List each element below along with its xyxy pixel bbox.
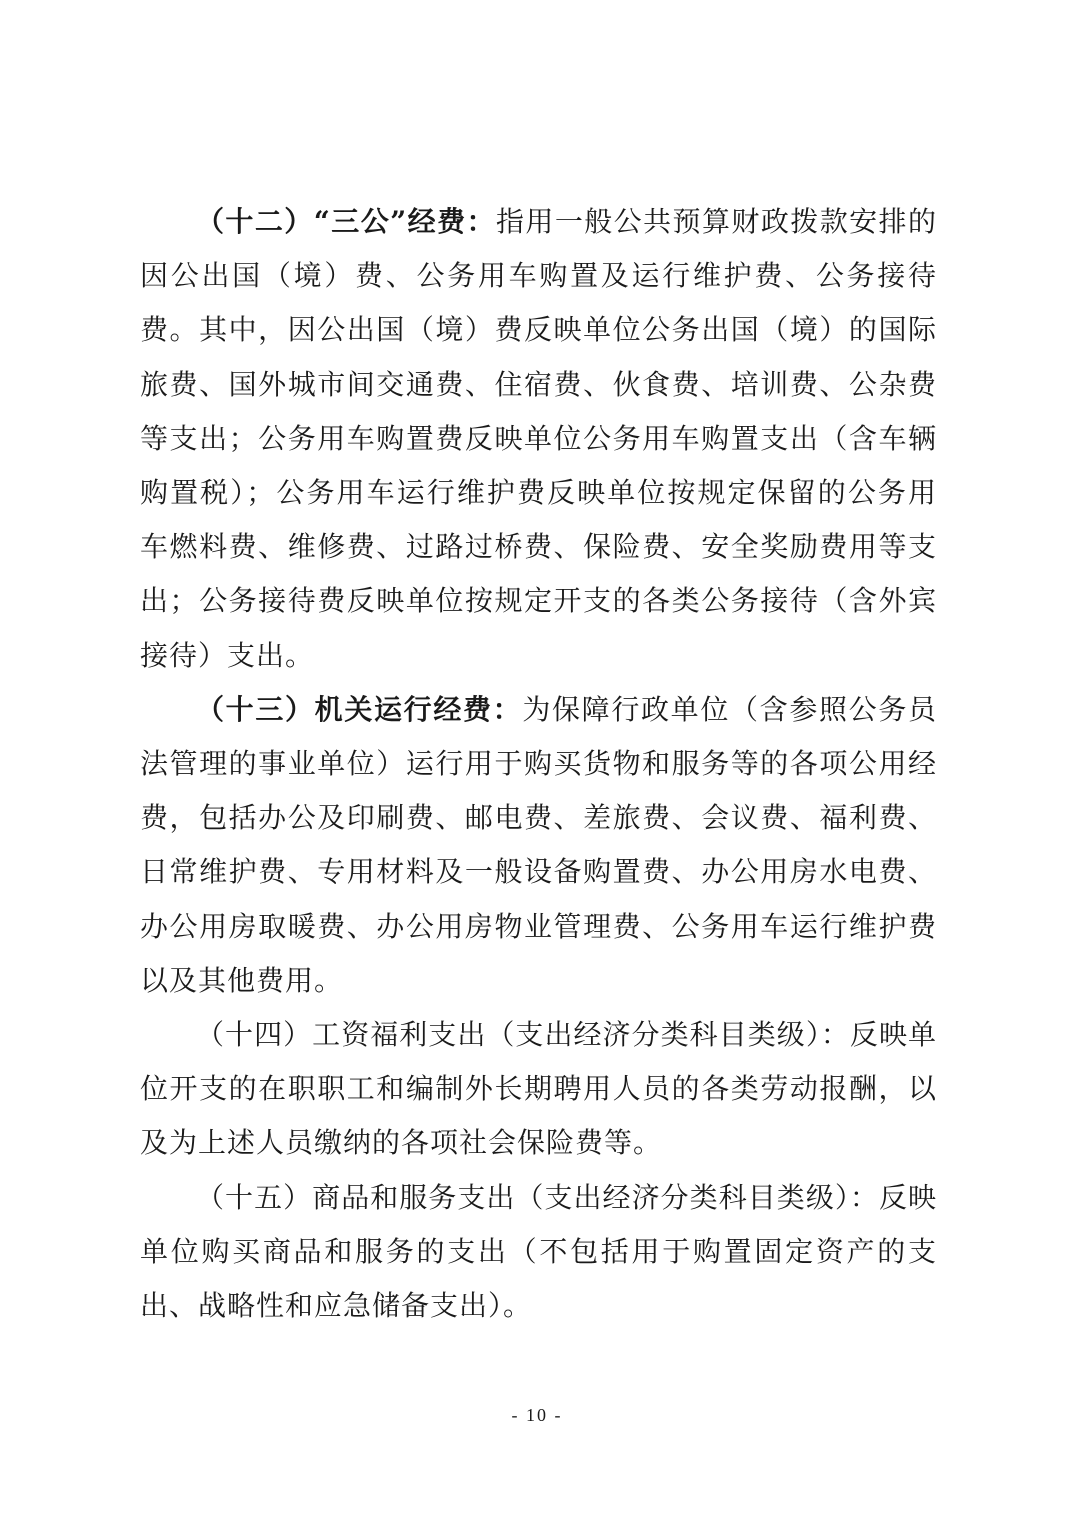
paragraph-heading: （十四）工资福利支出（支出经济分类科目类级）： — [196, 1018, 850, 1052]
paragraph-san-gong-expenses — [140, 195, 937, 683]
paragraph-goods-services — [140, 1171, 937, 1334]
paragraph-heading: （十五）商品和服务支出（支出经济分类科目类级）： — [196, 1180, 879, 1214]
paragraph-text: 反映单位购买商品和服务的支出（不包括用于购置固定资产的支出、战略性和应急储备支出）。 — [140, 1180, 937, 1323]
paragraph-wage-welfare — [140, 1008, 937, 1171]
paragraph-heading: （十三）机关运行经费： — [196, 692, 523, 726]
paragraph-operating-expenses — [140, 683, 937, 1008]
paragraph-heading: （十二）“三公”经费： — [196, 205, 496, 238]
paragraph-text: 为保障行政单位（含参照公务员法管理的事业单位）运行用于购买货物和服务等的各项公用经费，包括办公及印刷费、邮电费、差旅费、会议费、福利费、日常维护费、专用材料及一般设备购置费、办公用房水电费、办公用房取暖费、办公用房物业管理费、公务用车运行维护费以及其他费用。 — [140, 692, 937, 997]
paragraph-text: 反映单位开支的在职职工和编制外长期聘用人员的各类劳动报酬，以及为上述人员缴纳的各项社会保险费等。 — [140, 1018, 937, 1160]
paragraph-text: 指用一般公共预算财政拨款安排的因公出国（境）费、公务用车购置及运行维护费、公务接待费。其中，因公出国（境）费反映单位公务出国（境）的国际旅费、国外城市间交通费、住宿费、伙食费、培训费、公杂费等支出；公务用车购置费反映单位公务用车购置支出（含车辆购置税）；公务用车运行维护费反映单位按规定保留的公务用车燃料费、维修费、过路过桥费、保险费、安全奖励费用等支出；公务接待费反映单位按规定开支的各类公务接待（含外宾接待）支出。 — [140, 205, 937, 672]
page-number: - 10 - — [511, 1405, 563, 1425]
document-body — [140, 195, 937, 1333]
